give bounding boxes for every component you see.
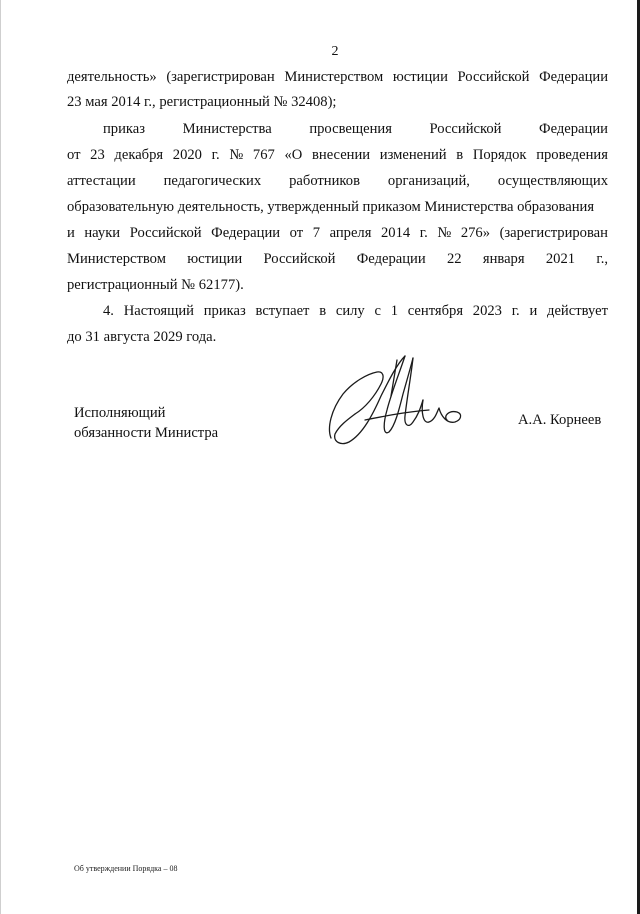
word: с <box>374 303 381 319</box>
word: г. <box>511 303 520 319</box>
word: науки <box>84 225 121 241</box>
word: сентября <box>407 303 464 319</box>
word: 767 <box>252 147 275 163</box>
page-number: 2 <box>331 44 339 59</box>
word: просвещения <box>309 121 392 137</box>
body-line-3 <box>103 120 608 138</box>
word: 22 <box>446 251 462 267</box>
word: в <box>456 147 464 163</box>
word: осуществляющих <box>497 173 608 189</box>
word: Министерством <box>284 69 384 85</box>
word: г., <box>596 251 608 267</box>
word: внесении <box>312 147 371 163</box>
word: Российской <box>429 121 502 137</box>
word: педагогических <box>163 173 262 189</box>
signatory-title-line-2: обязанности Министра <box>74 425 219 441</box>
word: Российской <box>457 69 530 85</box>
word: Настоящий <box>123 303 194 319</box>
word: и <box>67 225 75 241</box>
word: деятельность» <box>67 69 157 85</box>
word: 7 <box>312 225 320 241</box>
body-line-7 <box>67 224 608 242</box>
word: «О <box>284 147 303 163</box>
word: 276» <box>460 225 490 241</box>
word: вступает <box>255 303 310 319</box>
word: № <box>229 147 244 163</box>
body-line-6: образовательную деятельность, утвержденный приказом Министерства образования <box>67 199 595 215</box>
word: силу <box>335 303 365 319</box>
word: в <box>319 303 327 319</box>
handwritten-signature <box>325 350 465 452</box>
word: Российской <box>263 251 336 267</box>
body-line-10 <box>103 302 608 320</box>
word: (зарегистрирован <box>499 225 608 241</box>
word: 2020 <box>172 147 202 163</box>
word: приказ <box>203 303 246 319</box>
word: от <box>67 147 81 163</box>
word: 23 <box>90 147 105 163</box>
word: г. <box>211 147 220 163</box>
word: приказ <box>103 121 146 137</box>
word: (зарегистрирован <box>166 69 275 85</box>
word: апреля <box>329 225 372 241</box>
body-line-9: регистрационный № 62177). <box>67 277 244 293</box>
signatory-title <box>74 403 218 443</box>
word: № <box>437 225 452 241</box>
word: декабря <box>114 147 164 163</box>
word: Российской <box>129 225 202 241</box>
body-line-1 <box>67 68 608 86</box>
word: организаций, <box>387 173 470 189</box>
word: изменений <box>379 147 447 163</box>
page-left-edge <box>0 0 1 914</box>
word: аттестации <box>67 173 136 189</box>
word: действует <box>547 303 608 319</box>
word: января <box>482 251 525 267</box>
word: Порядок <box>472 147 527 163</box>
word: Министерством <box>67 251 166 267</box>
word: Министерства <box>182 121 272 137</box>
word: Федерации <box>211 225 281 241</box>
body-line-4 <box>67 146 608 164</box>
word: Федерации <box>356 251 426 267</box>
word: 2023 <box>472 303 502 319</box>
word: Федерации <box>539 69 608 85</box>
word: от <box>289 225 304 241</box>
word: юстиции <box>392 69 448 85</box>
word: 1 <box>390 303 398 319</box>
word: г. <box>419 225 428 241</box>
footer-document-id: Об утверждении Порядка – 08 <box>74 864 178 873</box>
word: 2021 <box>545 251 576 267</box>
word: 2014 <box>381 225 411 241</box>
body-line-8 <box>67 250 608 268</box>
signatory-title-line-1: Исполняющий <box>74 405 166 421</box>
word: и <box>529 303 538 319</box>
word: юстиции <box>187 251 243 267</box>
signatory-name: А.А. Корнеев <box>518 412 602 428</box>
word: проведения <box>536 147 608 163</box>
body-line-5 <box>67 172 608 190</box>
word: Федерации <box>539 121 608 137</box>
body-line-2: 23 мая 2014 г., регистрационный № 32408); <box>67 94 337 110</box>
word: 4. <box>103 303 114 319</box>
word: работников <box>289 173 360 189</box>
body-line-11: до 31 августа 2029 года. <box>67 329 217 345</box>
